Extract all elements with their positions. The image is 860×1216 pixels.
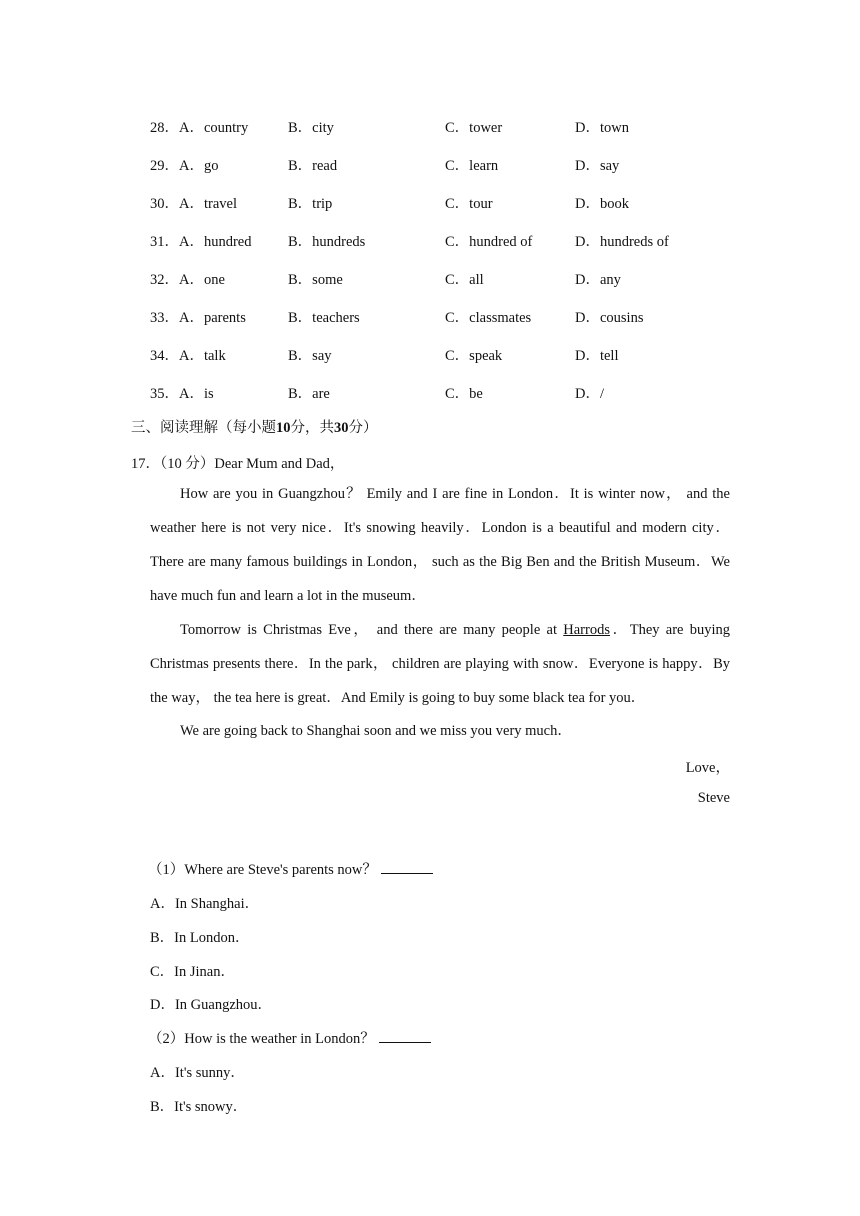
- option-d: D．book: [575, 196, 629, 212]
- option-a: [150, 116, 248, 137]
- option-row-35: [150, 382, 750, 402]
- option-d: D．any: [575, 272, 621, 288]
- option-c: C．hundred of: [445, 234, 533, 250]
- option-c: C．tower: [445, 120, 503, 136]
- answer-blank: [379, 1029, 431, 1043]
- question-1-choice-b: B．In London．: [150, 930, 250, 946]
- option-a-text: A．is: [179, 386, 214, 402]
- section-points-total: 30: [334, 420, 349, 436]
- option-b: B．city: [288, 120, 334, 136]
- option-row-32: [150, 268, 750, 288]
- option-b: B．some: [288, 272, 343, 288]
- passage-header: 17．（10 分）Dear Mum and Dad，: [131, 456, 345, 472]
- question-number: 35．: [150, 386, 179, 402]
- paragraph-2: [150, 613, 730, 715]
- option-row-34: [150, 344, 750, 364]
- question-number: 32．: [150, 272, 179, 288]
- question-number: 29．: [150, 158, 179, 174]
- option-a: [150, 154, 218, 175]
- section-heading: [131, 416, 378, 437]
- option-a-text: A．travel: [179, 196, 237, 212]
- option-a-text: A．go: [179, 158, 219, 174]
- option-c: C．all: [445, 272, 484, 288]
- question-1-choice-d: D．In Guangzhou．: [150, 997, 273, 1013]
- question-2-stem: [148, 1027, 431, 1048]
- option-row-28: [150, 116, 750, 136]
- option-d: D．hundreds of: [575, 234, 669, 250]
- option-d: D．cousins: [575, 310, 644, 326]
- question-number: 30．: [150, 196, 179, 212]
- section-heading-prefix: 三、阅读理解（每小题: [131, 420, 276, 436]
- paragraph-1: How are you in Guangzhou？ Emily and I are fine in London．It is winter now， and the weather here is not very nice．It's snowing heavily．London is a beautiful and modern city．There are many famous buildings in London， such as the Big Ben and the British Museum．We have much fun and learn a lot in the museum．: [150, 486, 730, 604]
- section-heading-mid: 分，共: [290, 420, 334, 436]
- option-b: B．are: [288, 386, 330, 402]
- question-1-text: （1）Where are Steve's parents now？: [148, 862, 377, 878]
- option-a-text: A．parents: [179, 310, 246, 326]
- option-a: [150, 192, 237, 213]
- option-a: [150, 382, 214, 403]
- paragraph-2-end: ．They are buying Christmas presents there．In the park， children are playing with snow．Everyone is happy．By the way， the tea here is great．And Emily is going to buy some black tea for you．: [150, 622, 730, 706]
- option-row-33: [150, 306, 750, 326]
- option-d: D．say: [575, 158, 620, 174]
- paragraph-3: We are going back to Shanghai soon and we miss you very much．: [180, 723, 572, 739]
- option-d: D．town: [575, 120, 629, 136]
- question-1-choice-c: C．In Jinan．: [150, 964, 235, 980]
- option-a-text: A．hundred: [179, 234, 252, 250]
- section-points-each: 10: [276, 420, 291, 436]
- option-a-text: A．one: [179, 272, 225, 288]
- question-number: 31．: [150, 234, 179, 250]
- question-2-choice-a: A．It's sunny．: [150, 1065, 245, 1081]
- option-b: B．read: [288, 158, 338, 174]
- question-2-text: （2）How is the weather in London？: [148, 1031, 375, 1047]
- option-b: B．trip: [288, 196, 333, 212]
- option-row-29: [150, 154, 750, 174]
- answer-blank: [381, 860, 433, 874]
- option-c: C．learn: [445, 158, 499, 174]
- option-a: [150, 306, 246, 327]
- question-2-choice-b: B．It's snowy．: [150, 1099, 248, 1115]
- option-d: D．tell: [575, 348, 619, 364]
- option-a-text: A．country: [179, 120, 249, 136]
- question-1-stem: [148, 858, 433, 879]
- option-row-31: [150, 230, 750, 250]
- question-1-choice-a: A．In Shanghai．: [150, 896, 260, 912]
- question-number: 34．: [150, 348, 179, 364]
- option-c: C．tour: [445, 196, 493, 212]
- option-c: C．classmates: [445, 310, 532, 326]
- option-a-text: A．talk: [179, 348, 226, 364]
- letter-closing: Love，: [685, 760, 730, 776]
- option-d: D．/: [575, 386, 604, 402]
- option-row-30: [150, 192, 750, 212]
- option-a: [150, 344, 226, 365]
- option-a: [150, 230, 252, 251]
- option-b: B．teachers: [288, 310, 360, 326]
- option-b: B．hundreds: [288, 234, 366, 250]
- paragraph-2-start: Tomorrow is Christmas Eve， and there are many people at: [180, 622, 564, 638]
- question-number: 33．: [150, 310, 179, 326]
- option-c: C．be: [445, 386, 483, 402]
- section-heading-suffix: 分）: [348, 420, 378, 436]
- letter-signature: Steve: [697, 790, 730, 806]
- option-c: C．speak: [445, 348, 503, 364]
- option-a: [150, 268, 225, 289]
- underlined-word: Harrods: [563, 622, 610, 638]
- option-b: B．say: [288, 348, 332, 364]
- question-number: 28．: [150, 120, 179, 136]
